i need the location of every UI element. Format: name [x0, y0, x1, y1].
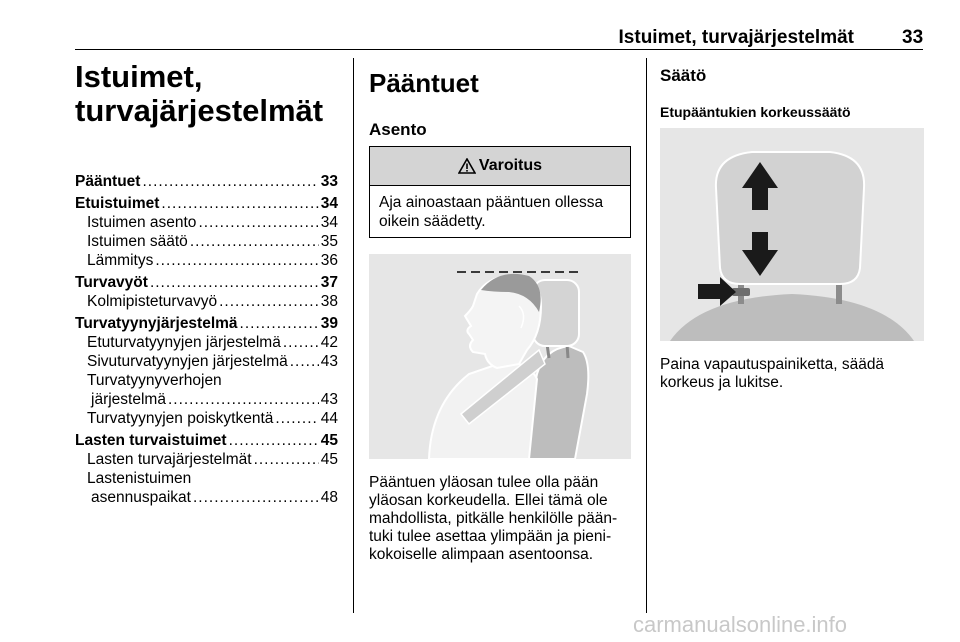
- toc-entry-label: Kolmipisteturvavyö: [87, 293, 218, 310]
- toc-leader-dots: [240, 314, 319, 333]
- toc-entry-page: 43: [320, 353, 338, 370]
- warning-line: oikein säädetty.: [379, 213, 486, 230]
- body-line: mahdollista, pitkälle henkilölle pään-: [369, 510, 618, 527]
- adjustment-title: Säätö: [660, 66, 707, 85]
- toc-entry-page: 36: [320, 252, 338, 269]
- toc-entry[interactable]: [75, 488, 338, 507]
- toc-entry[interactable]: [75, 450, 338, 469]
- toc-leader-dots: [229, 431, 319, 450]
- toc-entry-label: asennuspaikat: [91, 489, 191, 506]
- toc-entry[interactable]: [75, 314, 338, 333]
- toc-entry-page: 44: [320, 410, 338, 427]
- toc-entry-label: Sivuturvatyynyjen järjestelmä: [87, 353, 288, 370]
- chapter-title-line1: Istuimet,: [75, 59, 203, 94]
- toc-leader-dots: [193, 488, 319, 507]
- toc-entry[interactable]: [75, 333, 338, 352]
- toc-entry-label: Istuimen asento: [87, 214, 197, 231]
- toc-entry-page: 43: [320, 391, 338, 408]
- toc-entry-label: Turvatyynyjärjestelmä: [75, 315, 238, 332]
- toc-leader-dots: [161, 194, 318, 213]
- toc-leader-dots: [142, 172, 318, 191]
- headrest-adjustment-illustration: [660, 128, 924, 341]
- toc-entry[interactable]: [75, 431, 338, 450]
- page-number: 33: [902, 27, 924, 48]
- toc-entry-page: 34: [320, 214, 338, 231]
- warning-text: [370, 186, 630, 238]
- toc-entry-page: 38: [320, 293, 338, 310]
- toc-entry[interactable]: [75, 172, 338, 191]
- column-divider-2: [646, 58, 647, 613]
- adjustment-text: [660, 356, 920, 392]
- toc-leader-dots: [198, 213, 318, 232]
- toc-leader-dots: [283, 333, 319, 352]
- table-of-contents: [75, 172, 338, 507]
- column-divider-1: [353, 58, 354, 613]
- running-header-title: Istuimet, turvajärjestelmät: [618, 27, 854, 48]
- toc-entry-label: Lasten turvaistuimet: [75, 432, 227, 449]
- toc-entry-page: 35: [320, 233, 338, 250]
- toc-entry-page: 45: [320, 432, 338, 449]
- adjustment-subtitle: Etupääntukien korkeussäätö: [660, 104, 851, 120]
- toc-entry[interactable]: [75, 409, 338, 428]
- toc-entry-page: 42: [320, 334, 338, 351]
- toc-entry-continuation[interactable]: Turvatyynyverhojen: [87, 372, 222, 389]
- headrest-position-text: [369, 474, 639, 564]
- warning-header: [370, 147, 630, 186]
- toc-entry[interactable]: [75, 194, 338, 213]
- body-line: kokoiselle alimpaan asentoonsa.: [369, 546, 594, 563]
- body-line: korkeus ja lukitse.: [660, 374, 784, 391]
- toc-leader-dots: [190, 232, 319, 251]
- body-line: Paina vapautuspainiketta, säädä: [660, 356, 885, 373]
- driver-headrest-illustration: [369, 254, 631, 459]
- toc-entry-label: järjestelmä: [91, 391, 166, 408]
- chapter-title-line2: turvajärjestelmät: [75, 93, 324, 128]
- toc-leader-dots: [254, 450, 319, 469]
- warning-triangle-icon: [458, 158, 476, 174]
- toc-entry-label: Istuimen säätö: [87, 233, 188, 250]
- chapter-title: [75, 60, 345, 128]
- toc-entry-page: 37: [320, 274, 338, 291]
- toc-leader-dots: [168, 390, 319, 409]
- toc-leader-dots: [150, 273, 319, 292]
- position-heading: Asento: [369, 120, 427, 139]
- toc-leader-dots: [290, 352, 319, 371]
- toc-entry[interactable]: [75, 251, 338, 270]
- toc-entry[interactable]: [75, 292, 338, 311]
- toc-leader-dots: [275, 409, 318, 428]
- toc-entry-page: 39: [320, 315, 338, 332]
- header-rule: [75, 49, 923, 50]
- toc-entry-page: 33: [320, 173, 338, 190]
- toc-leader-dots: [155, 251, 318, 270]
- toc-entry-continuation[interactable]: Lastenistuimen: [87, 470, 192, 487]
- toc-entry-page: 34: [320, 195, 338, 212]
- toc-entry[interactable]: [75, 273, 338, 292]
- toc-entry-label: Lämmitys: [87, 252, 154, 269]
- body-line: Pääntuen yläosan tulee olla pään: [369, 474, 599, 491]
- toc-entry[interactable]: [75, 213, 338, 232]
- watermark: carmanualsonline.info: [633, 612, 848, 637]
- toc-entry[interactable]: [75, 232, 338, 251]
- body-line: yläosan korkeudella. Ellei tämä ole: [369, 492, 608, 509]
- section-title: Pääntuet: [369, 68, 479, 98]
- toc-entry[interactable]: [75, 390, 338, 409]
- toc-entry-label: Pääntuet: [75, 173, 141, 190]
- warning-box: [369, 146, 631, 238]
- toc-entry-page: 45: [320, 451, 338, 468]
- toc-entry-label: Etuturvatyynyjen järjestelmä: [87, 334, 281, 351]
- toc-entry-label: Lasten turvajärjestelmät: [87, 451, 252, 468]
- toc-entry-label: Turvavyöt: [75, 274, 148, 291]
- toc-leader-dots: [219, 292, 319, 311]
- warning-title: Varoitus: [478, 157, 543, 174]
- body-line: tuki tulee asettaa ylimpään ja pieni-: [369, 528, 612, 545]
- toc-entry-page: 48: [320, 489, 338, 506]
- toc-entry[interactable]: [75, 352, 338, 371]
- warning-line: Aja ainoastaan pääntuen ollessa: [379, 194, 604, 211]
- toc-entry-label: Etuistuimet: [75, 195, 160, 212]
- toc-entry-label: Turvatyynyjen poiskytkentä: [87, 410, 274, 427]
